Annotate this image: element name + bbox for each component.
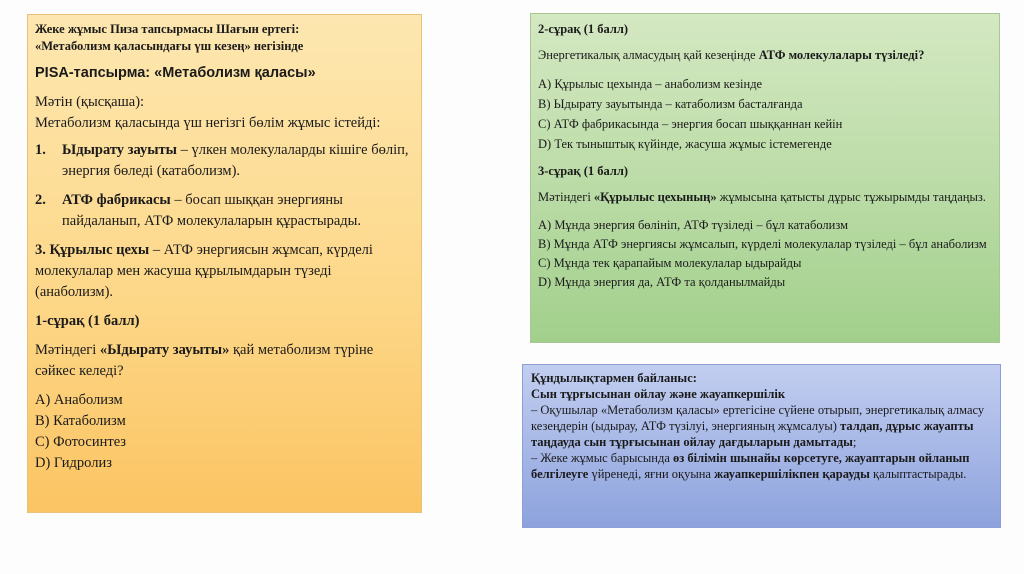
question-2-options [538,74,992,154]
question-2-text: Энергетикалық алмасудың қай кезеңінде АТФ молекулалары түзіледі? [538,48,925,62]
stage-name: Ыдырату зауыты [62,142,177,158]
stage-item [35,240,413,303]
answer-option: C) Фотосинтез [35,434,127,450]
question-1-options [35,390,413,474]
task-heading-line2: «Метаболизм қаласындағы үш кезең» негізінде [35,39,304,53]
values-panel [522,364,1001,528]
stage-name: Құрылыс цехы [49,242,150,258]
task-heading-line1: Жеке жұмыс Пиза тапсырмасы Шағын ертегі: [35,22,300,36]
task-panel-left [27,14,422,513]
answer-option: A) Мұнда энергия бөлініп, АТФ түзіледі – бұл катаболизм [538,218,849,232]
pisa-title: PISA-тапсырма: «Метаболизм қаласы» [35,65,316,81]
stage-description: – үлкен молекулаларды кішіге бөліп, энергия бөледі (катаболизм). [62,142,409,179]
values-title: Құндылықтармен байланыс: [531,371,697,385]
question-3-text: Мәтіндегі «Құрылыс цехының» жұмысына қатысты дұрыс тұжырымды таңдаңыз. [538,190,986,204]
stage-number: 2. [35,192,46,208]
intro-text: Метаболизм қаласында үш негізгі бөлім жұмыс істейді: [35,115,381,131]
values-paragraph-2: – Жеке жұмыс барысында өз білімін шынайы көрсетуге, жауаптарын ойланып белгілеуге үйренеді, яғни оқуына жауапкершілікпен қарауды қалыптастырады. [531,451,970,481]
answer-option: B) Ыдырату зауытында – катаболизм басталғанда [538,97,803,111]
questions-panel-right [530,13,1000,343]
text-label: Мәтін (қысқаша): [35,94,145,110]
stage-item [35,190,413,232]
answer-option: B) Мұнда АТФ энергиясы жұмсалып, күрделі молекулалар түзіледі – бұл анаболизм [538,237,987,251]
stage-name: АТФ фабрикасы [62,192,171,208]
stage-description: – босап шыққан энергияны пайдаланып, АТФ молекулаларын құрастырады. [62,192,362,229]
question-1-text: Мәтіндегі «Ыдырату зауыты» қай метаболизм түріне сәйкес келеді? [35,342,374,379]
stage-number: 3. [35,242,46,258]
stage-list [35,140,413,303]
values-subtitle: Сын тұрғысынан ойлау және жауапкершілік [531,387,786,401]
question-3-options [538,216,992,292]
answer-option: C) Мұнда тек қарапайым молекулалар ыдырайды [538,256,802,270]
answer-option: A) Құрылыс цехында – анаболизм кезінде [538,77,763,91]
answer-option: D) Тек тыныштық күйінде, жасуша жұмыс істемегенде [538,137,832,151]
stage-number: 1. [35,142,46,158]
question-2-title: 2-сұрақ (1 балл) [538,22,629,36]
question-1-title: 1-сұрақ (1 балл) [35,313,140,329]
answer-option: A) Анаболизм [35,392,123,408]
answer-option: D) Мұнда энергия да, АТФ та қолданылмайды [538,275,786,289]
question-3-title: 3-сұрақ (1 балл) [538,164,629,178]
answer-option: B) Катаболизм [35,413,126,429]
task-heading [35,21,413,55]
stage-description: – АТФ энергиясын жұмсап, күрделі молекулалар мен жасуша құрылымдарын түзеді (анаболизм). [35,242,373,300]
answer-option: C) АТФ фабрикасында – энергия босап шыққаннан кейін [538,117,843,131]
answer-option: D) Гидролиз [35,455,112,471]
stage-item [35,140,413,182]
values-paragraph-1: – Оқушылар «Метаболизм қаласы» ертегісіне сүйене отырып, энергетикалық алмасу кезеңдерін (ыдырау, АТФ түзілуі, энергияның жұмсалуы) талдап, дұрыс жауапты таңдауда сын тұрғысынан ойлау дағдыларын дамытады; [531,403,985,449]
